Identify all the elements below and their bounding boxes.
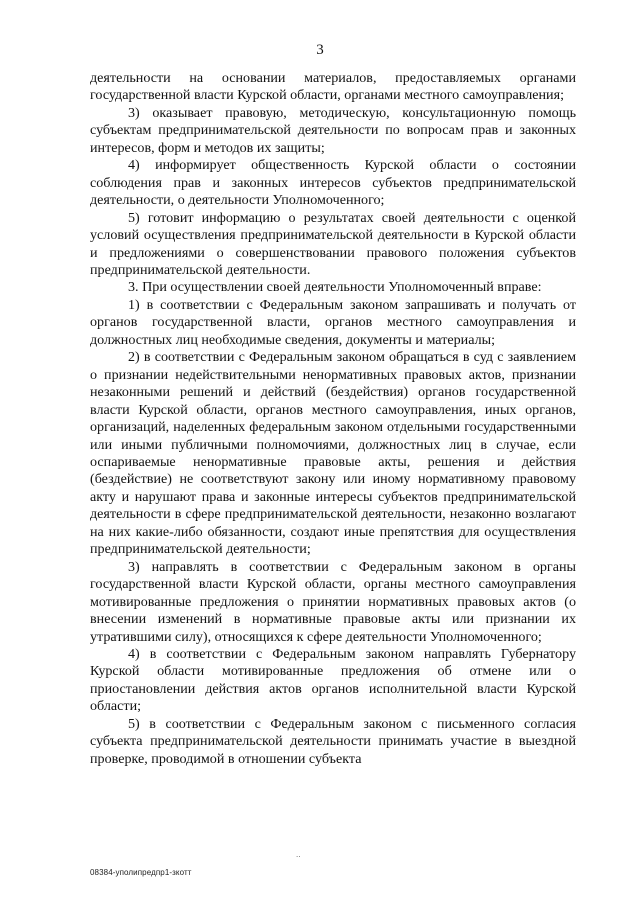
paragraph: 2) в соответствии с Федеральным законом обращаться в суд с заявлением о признании недействительными ненормативных правовых актов, признании незаконными решений и действий (бездействия) органов государственной власти Курской области, органов местного самоуправления, иных органов, организаций, наделенных федеральным законом отдельными государственными или иными публичными полномочиями, должностных лиц в случае, если оспариваемые ненормативные правовые акты, решения и действия (бездействие) не соответствуют закону или иному нормативному правовому акту и нарушают права и законные интересы субъектов предпринимательской деятельности в сфере предпринимательской деятельности, незаконно возлагают на них какие-либо обязанности, создают иные препятствия для осуществления предпринимательской деятельности; (90, 349, 576, 558)
paragraph: 4) в соответствии с Федеральным законом направлять Губернатору Курской области мотивированные предложения об отмене или о приостановлении действия актов органов исполнительной власти Курской области; (90, 645, 576, 715)
document-footer-code: 08384-уполипредпр1-зкотт (90, 868, 192, 877)
document-body (90, 70, 576, 768)
paragraph: 3. При осуществлении своей деятельности Уполномоченный вправе: (128, 279, 542, 296)
paragraph: 5) в соответствии с Федеральным законом с письменного согласия субъекта предпринимательской деятельности принимать участие в выездной проверке, проводимой в отношении субъекта (90, 715, 576, 767)
paragraph: деятельности на основании материалов, предоставляемых органами государственной власти Курской области, органами местного самоуправления; (90, 70, 576, 104)
paragraph: 5) готовит информацию о результатах своей деятельности с оценкой условий осуществления предпринимательской деятельности в Курской области и предложениями о совершенствовании правового положения субъектов предпринимательской деятельности. (90, 209, 576, 278)
scan-mark: .. (296, 850, 301, 859)
paragraph: 3) оказывает правовую, методическую, консультационную помощь субъектам предпринимательской деятельности по вопросам прав и законных интересов, форм и методов их защиты; (90, 104, 576, 156)
page-number: 3 (316, 42, 324, 58)
paragraph: 4) информирует общественность Курской области о состоянии соблюдения прав и законных интересов субъектов предпринимательской деятельности, о деятельности Уполномоченного; (90, 157, 576, 209)
paragraph: 1) в соответствии с Федеральным законом запрашивать и получать от органов государственной власти, органов местного самоуправления и должностных лиц необходимые сведения, документы и материалы; (90, 296, 576, 348)
paragraph: 3) направлять в соответствии с Федеральным законом в органы государственной власти Курской области, органы местного самоуправления мотивированные предложения о принятии нормативных правовых актов (о внесении изменений в нормативные правовые акты или признании их утратившими силу), относящихся к сфере деятельности Уполномоченного; (90, 558, 576, 645)
